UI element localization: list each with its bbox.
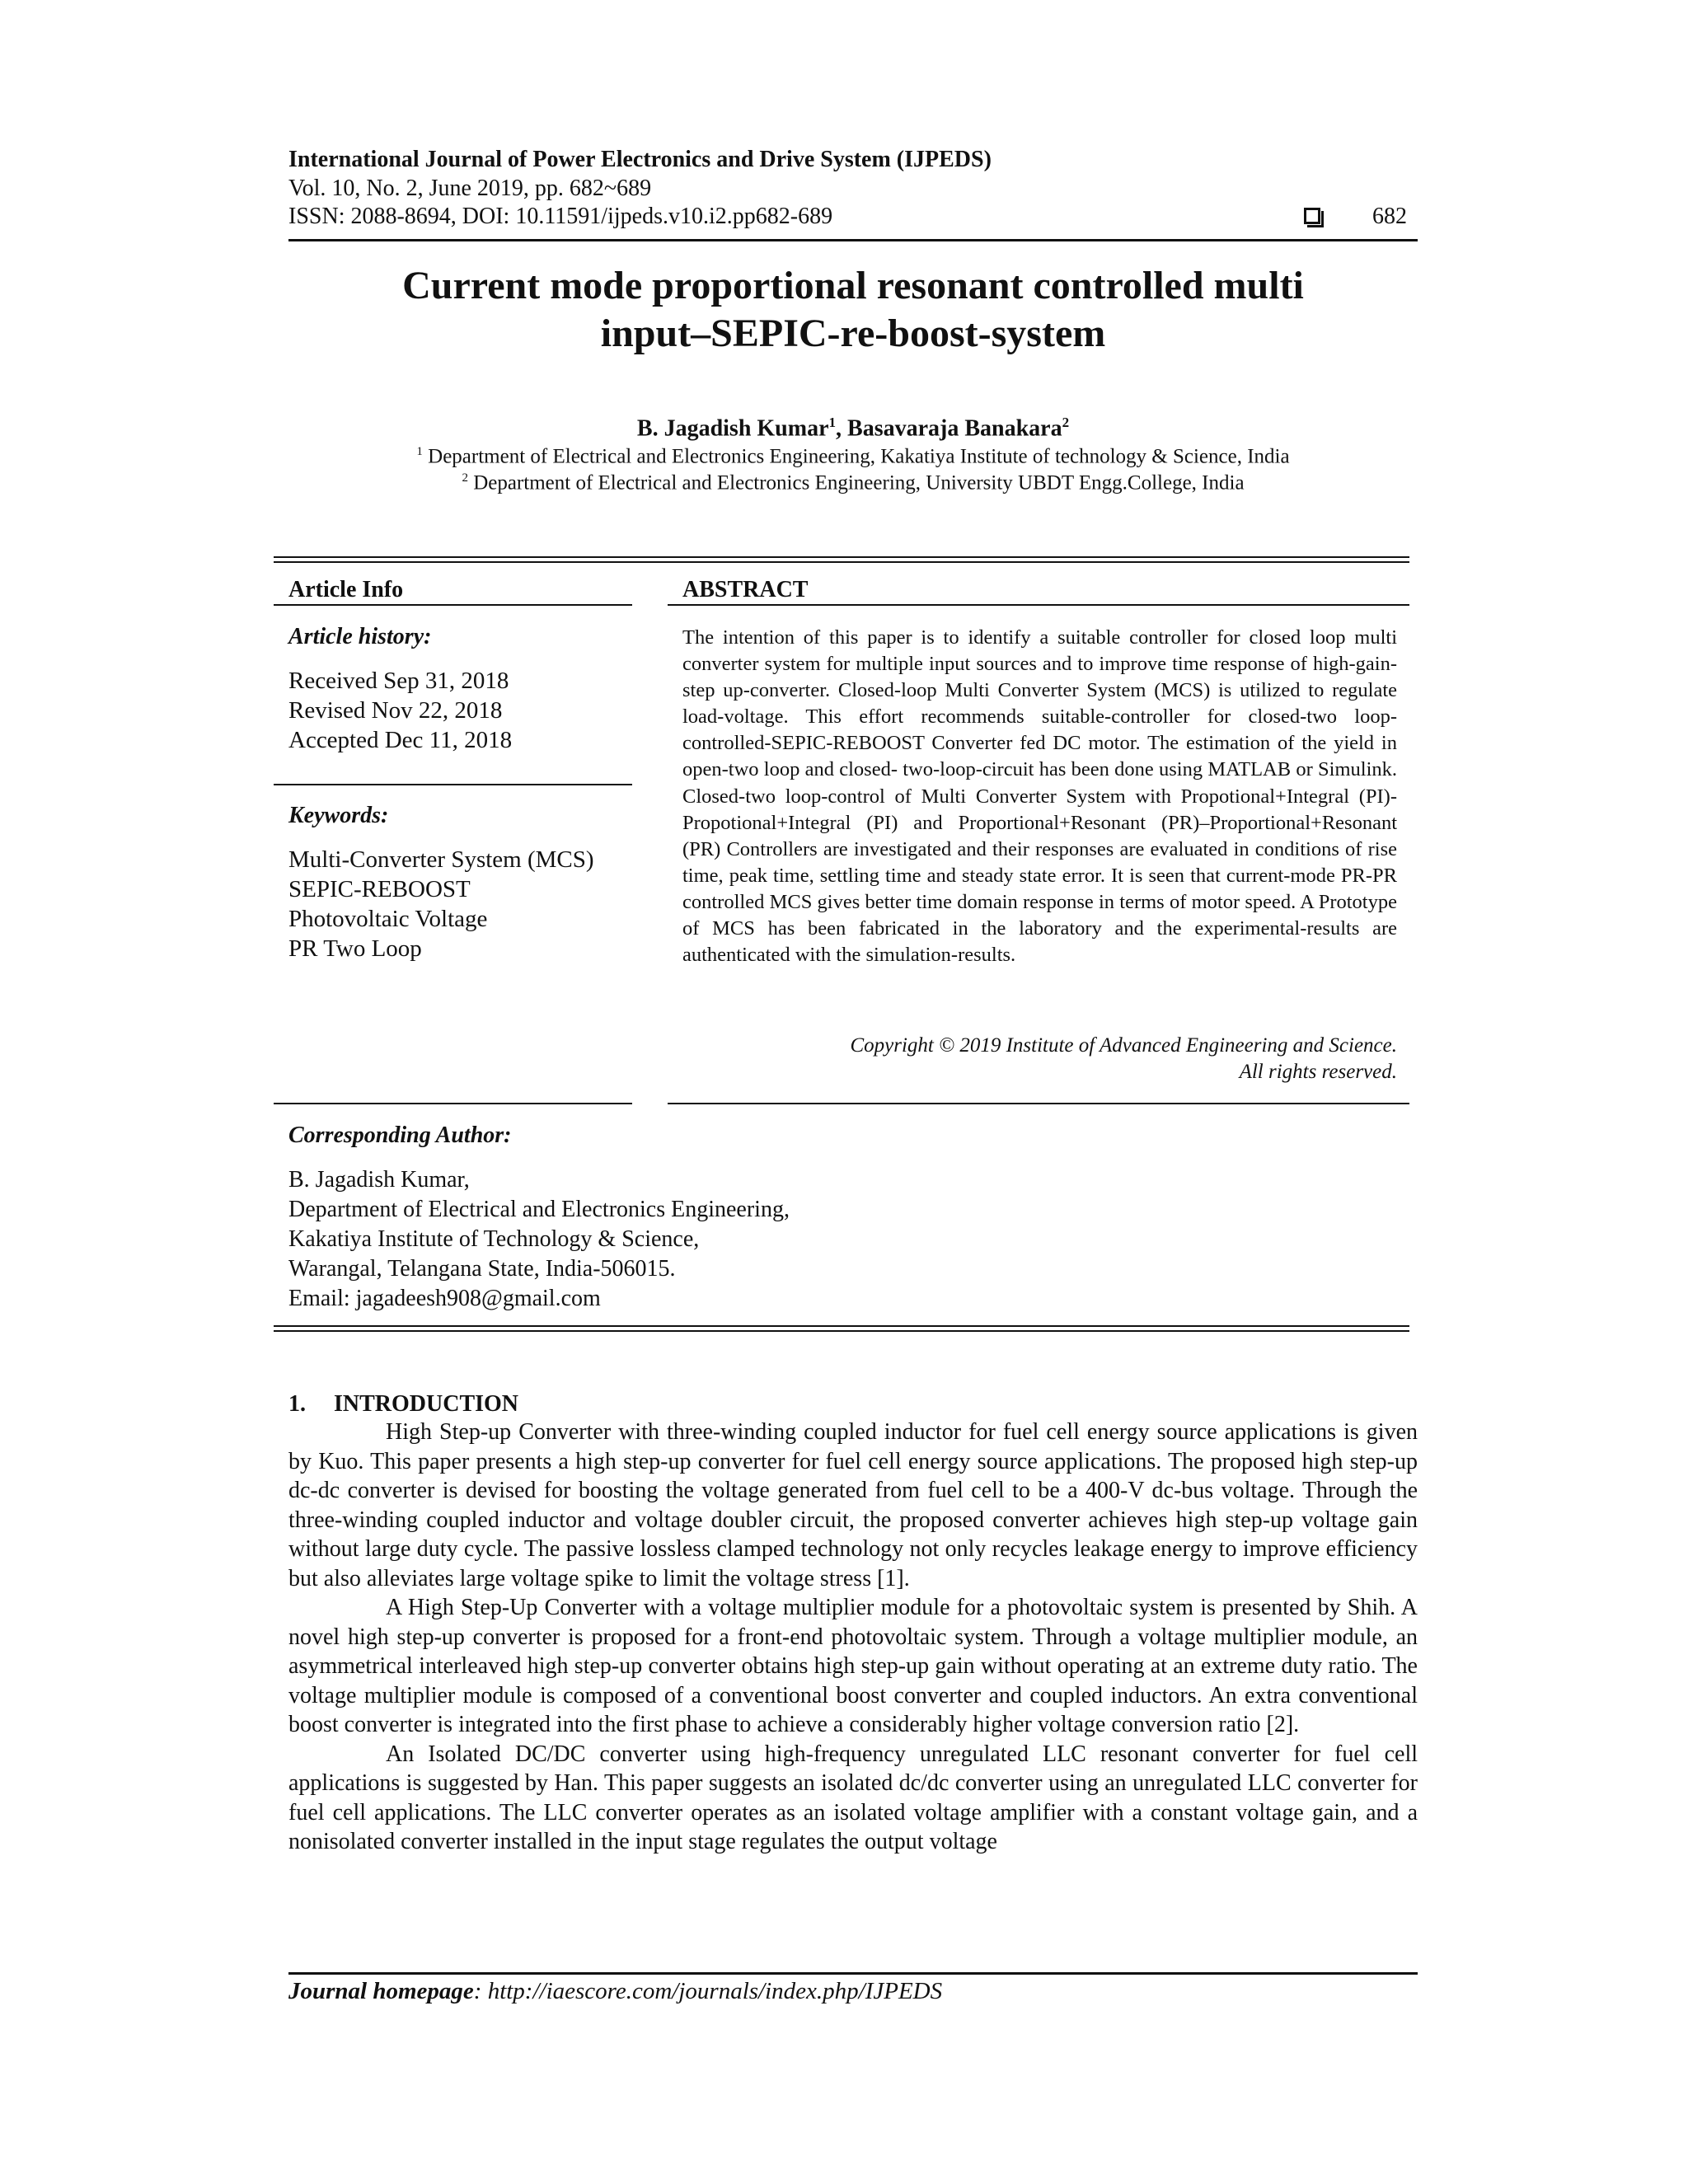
homepage-label: Journal homepage (288, 1978, 474, 2004)
introduction-body (288, 1418, 1418, 1857)
abstract-rule (668, 604, 1409, 606)
keyword-item: SEPIC-REBOOST (288, 876, 471, 902)
authors (288, 415, 1418, 442)
article-info-rule (274, 604, 632, 606)
section-title: INTRODUCTION (334, 1391, 519, 1417)
history-label: Article history: (288, 624, 432, 649)
history-accepted: Accepted Dec 11, 2018 (288, 727, 513, 753)
copyright-line-2: All rights reserved. (1239, 1061, 1397, 1083)
paragraph: An Isolated DC/DC converter using high-frequency unregulated LLC resonant converter for fuel cell applications is suggested by Han. This paper suggests an isolated dc/dc converter using an unregulated LLC converter for fuel cell applications. The LLC converter operates as an isolated voltage amplifier with a constant voltage gain, and a nonisolated converter installed in the input stage regulates the output voltage (288, 1741, 1418, 1854)
corresponding-institute: Kakatiya Institute of Technology & Science, (288, 1226, 700, 1252)
affiliation-1 (288, 445, 1418, 468)
keyword-item: Multi-Converter System (MCS) (288, 846, 594, 873)
header-rule (288, 239, 1418, 241)
keywords-label: Keywords: (288, 803, 389, 828)
abstract-bottom-rule (668, 1103, 1409, 1104)
corresponding-address: Warangal, Telangana State, India-506015. (288, 1256, 676, 1282)
corresponding-name: B. Jagadish Kumar, (288, 1167, 470, 1193)
affiliation-1-sup: 1 (416, 445, 423, 458)
affiliation-2-text: Department of Electrical and Electronics Engineering, University UBDT Engg.College, India (467, 471, 1245, 494)
section-number: 1. (288, 1391, 306, 1417)
corresponding-email: Email: jagadeesh908@gmail.com (288, 1286, 601, 1311)
footer-rule (288, 1972, 1418, 1975)
volume-info: Vol. 10, No. 2, June 2019, pp. 682~689 (288, 176, 652, 201)
copyright-line-1: Copyright © 2019 Institute of Advanced Engineering and Science. (850, 1034, 1397, 1057)
author-2: Basavaraja Banakara (847, 415, 1062, 442)
paper-title (288, 262, 1418, 358)
info-top-double-rule (274, 556, 1409, 563)
history-revised: Revised Nov 22, 2018 (288, 697, 503, 724)
issn-doi: ISSN: 2088-8694, DOI: 10.11591/ijpeds.v10.i2.pp682-689 (288, 204, 833, 229)
keywords-bottom-rule (274, 1103, 632, 1104)
author-1-sup: 1 (828, 415, 837, 430)
author-2-sup: 2 (1062, 415, 1070, 430)
info-bottom-double-rule (274, 1325, 1409, 1332)
abstract-body: The intention of this paper is to identify a suitable controller for closed loop multi converter system for multiple input sources and to improve time response of high-gain-step up-converter. Closed-loop Multi Converter System (MCS) is utilized to regulate load-voltage. This effort recommends suitable-controller for closed-two loop-controlled-SEPIC-REBOOST Converter fed DC motor. The estimation of the yield in open-two loop and closed- two-loop-circuit has been done using MATLAB or Simulink. Closed-two loop-control of Multi Converter System with Propotional+Integral (PI)-Propotional+Integral (PI) and Proportional+Resonant (PR)–Proportional+Resonant (PR) Controllers are investigated and their responses are evaluated in conditions of rise time, peak time, settling time and steady state error. It is seen that current-mode PR-PR controlled MCS gives better time domain response in terms of motor speed. A Prototype of MCS has been fabricated in the laboratory and the experimental-results are authenticated with the simulation-results. (682, 626, 1397, 967)
paragraph: High Step-up Converter with three-winding coupled inductor for fuel cell energy source applications is given by Kuo. This paper presents a high step-up converter for fuel cell energy source applications. The proposed high step-up dc-dc converter is devised for boosting the voltage generated from fuel cell to be a 400-V dc-bus voltage. Through the three-winding coupled inductor and voltage doubler circuit, the proposed converter achieves high step-up voltage gain without large duty cycle. The passive lossless clamped technology not only recycles leakage energy to improve efficiency but also alleviates large voltage spike to limit the voltage stress [1]. (288, 1419, 1418, 1591)
checkbox-square-icon (1304, 208, 1320, 224)
author-1: B. Jagadish Kumar (636, 415, 829, 442)
author-separator: , (836, 415, 848, 442)
paragraph: A High Step-Up Converter with a voltage multiplier module for a photovoltaic system is presented by Shih. A novel high step-up converter is proposed for a front-end photovoltaic system. Through a voltage multiplier module, an asymmetrical interleaved high step-up converter obtains high step-up gain without operating at an extreme duty ratio. The voltage multiplier module is composed of a conventional boost converter and coupled inductors. An extra conventional boost converter is integrated into the first phase to achieve a considerably higher voltage conversion ratio [2]. (288, 1595, 1418, 1737)
homepage-url[interactable]: : http://iaescore.com/journals/index.php/IJPEDS (473, 1978, 943, 2004)
section-heading (288, 1391, 518, 1418)
page-number: 682 (1372, 204, 1407, 229)
abstract-heading: ABSTRACT (682, 577, 809, 602)
title-line-1: Current mode proportional resonant controlled multi (402, 264, 1304, 307)
journal-homepage (288, 1978, 942, 2005)
corresponding-dept: Department of Electrical and Electronics Engineering, (288, 1197, 790, 1222)
copyright (682, 1033, 1397, 1085)
keyword-item: Photovoltaic Voltage (288, 906, 488, 932)
history-received: Received Sep 31, 2018 (288, 668, 509, 694)
corresponding-label: Corresponding Author: (288, 1122, 512, 1148)
affiliation-1-text: Department of Electrical and Electronics Engineering, Kakatiya Institute of technology & Science, India (422, 445, 1290, 468)
keyword-item: PR Two Loop (288, 935, 422, 962)
title-line-2: input–SEPIC-re-boost-system (600, 312, 1106, 355)
history-rule (274, 784, 632, 785)
journal-name: International Journal of Power Electronics and Drive System (IJPEDS) (288, 147, 992, 172)
affiliation-2-sup: 2 (462, 471, 468, 485)
affiliation-2 (288, 471, 1418, 494)
article-info-heading: Article Info (288, 577, 404, 602)
